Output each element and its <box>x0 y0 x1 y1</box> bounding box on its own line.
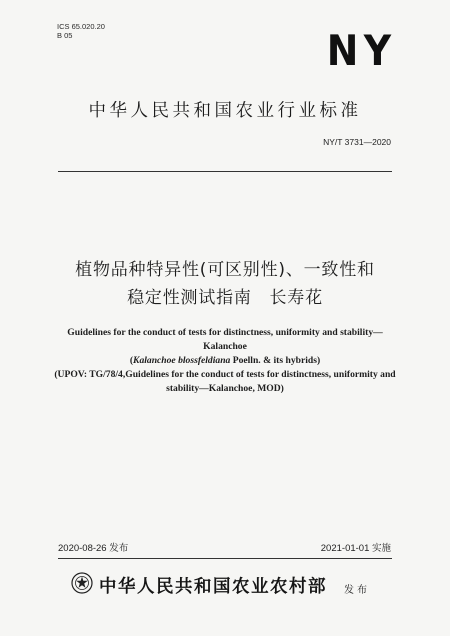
english-title-line-5: stability—Kalanchoe, MOD) <box>166 383 284 394</box>
english-title-line-3-rest: Poelln. & its hybrids) <box>230 355 321 366</box>
english-title-line-4: (UPOV: TG/78/4,Guidelines for the conduct of tests for distinctness, uniformity and <box>54 369 396 380</box>
implementation-date: 2021-01-01 实施 <box>320 543 391 554</box>
english-title-line-2: Kalanchoe <box>203 341 247 352</box>
issuer-name: 中华人民共和国农业农村部 <box>99 577 327 597</box>
top-divider <box>58 171 392 172</box>
chinese-title-line-2: 稳定性测试指南 长寿花 <box>127 288 323 308</box>
english-title-line-1: Guidelines for the conduct of tests for distinctness, uniformity and stability— <box>67 327 383 338</box>
ics-code: ICS 65.020.20 <box>57 22 105 31</box>
species-name: Kalanchoe blossfeldiana <box>133 355 231 366</box>
english-title <box>44 326 406 396</box>
chinese-title <box>0 256 450 312</box>
standard-number: NY/T 3731—2020 <box>323 137 391 147</box>
english-title-line-3 <box>44 354 406 368</box>
issue-date: 2020-08-26 发布 <box>58 543 129 554</box>
ministry-emblem-icon <box>71 572 93 594</box>
english-title-paren: ( <box>129 355 134 366</box>
issuer-suffix: 发布 <box>344 585 370 596</box>
classification-codes <box>57 22 105 40</box>
class-code: B 05 <box>57 31 73 40</box>
chinese-title-line-1: 植物品种特异性(可区别性)、一致性和 <box>75 260 375 280</box>
standard-category-title: 中华人民共和国农业行业标准 <box>88 101 362 121</box>
ny-logo: NY <box>327 26 397 75</box>
bottom-divider <box>58 558 392 559</box>
